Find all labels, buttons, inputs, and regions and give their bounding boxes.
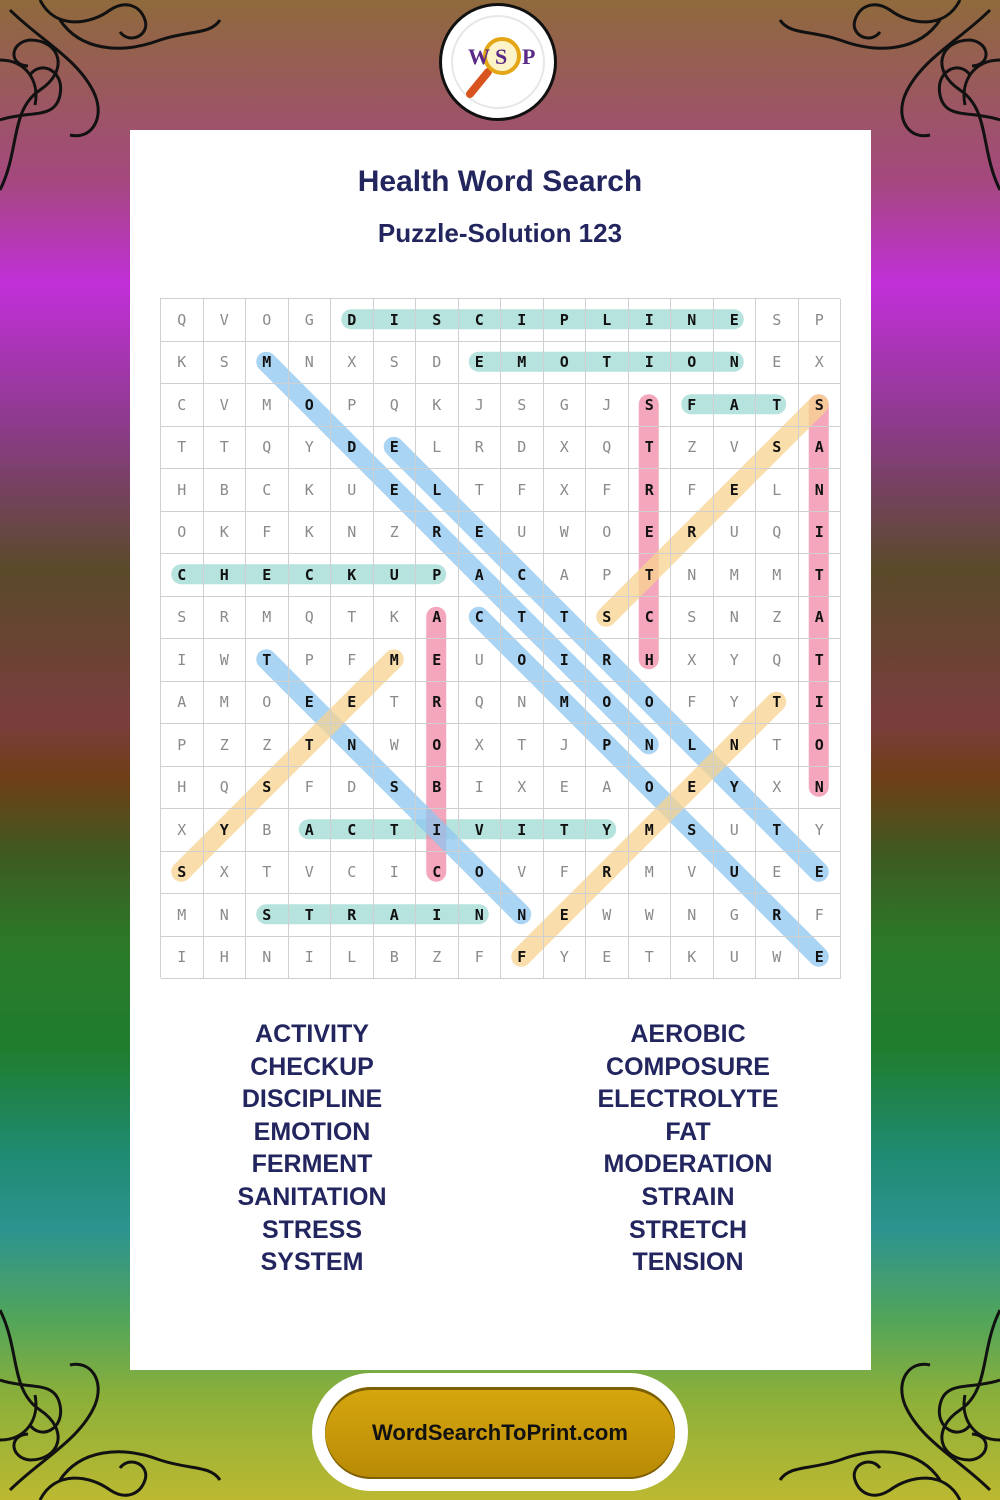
grid-cell[interactable]: K <box>204 512 247 555</box>
grid-cell[interactable]: O <box>459 852 502 895</box>
grid-cell[interactable]: F <box>586 469 629 512</box>
grid-cell[interactable]: P <box>416 554 459 597</box>
grid-cell[interactable]: X <box>799 342 842 385</box>
grid-cell[interactable]: N <box>629 724 672 767</box>
grid-cell[interactable]: T <box>289 724 332 767</box>
grid-cell[interactable]: X <box>331 342 374 385</box>
grid-cell[interactable]: C <box>331 852 374 895</box>
grid-cell[interactable]: X <box>756 767 799 810</box>
grid-cell[interactable]: T <box>246 639 289 682</box>
grid-cell[interactable]: Y <box>289 427 332 470</box>
grid-cell[interactable]: C <box>161 384 204 427</box>
grid-cell[interactable]: V <box>204 299 247 342</box>
grid-cell[interactable]: C <box>459 299 502 342</box>
grid-cell[interactable]: R <box>756 894 799 937</box>
grid-cell[interactable]: I <box>374 299 417 342</box>
grid-cell[interactable]: F <box>544 852 587 895</box>
grid-cell[interactable]: S <box>756 427 799 470</box>
grid-cell[interactable]: A <box>289 809 332 852</box>
grid-cell[interactable]: L <box>416 427 459 470</box>
grid-cell[interactable]: M <box>544 682 587 725</box>
grid-cell[interactable]: L <box>416 469 459 512</box>
grid-cell[interactable]: C <box>331 809 374 852</box>
grid-cell[interactable]: T <box>629 554 672 597</box>
word-list-item: STRETCH <box>628 1215 748 1244</box>
grid-cell[interactable]: J <box>459 384 502 427</box>
grid-cell[interactable]: N <box>331 512 374 555</box>
grid-cell[interactable]: T <box>756 384 799 427</box>
grid-cell[interactable]: I <box>416 894 459 937</box>
grid-cell[interactable]: S <box>416 299 459 342</box>
grid-cell[interactable]: N <box>501 894 544 937</box>
grid-cell[interactable]: B <box>204 469 247 512</box>
grid-cell[interactable]: M <box>629 852 672 895</box>
grid-cell[interactable]: M <box>204 682 247 725</box>
grid-cell[interactable]: T <box>629 937 672 980</box>
grid-cell[interactable]: I <box>161 639 204 682</box>
grid-cell[interactable]: Q <box>204 767 247 810</box>
grid-cell[interactable]: X <box>544 469 587 512</box>
grid-cell[interactable]: Q <box>756 512 799 555</box>
grid-cell[interactable]: O <box>586 682 629 725</box>
grid-cell[interactable]: V <box>714 427 757 470</box>
grid-cell[interactable]: R <box>416 512 459 555</box>
grid-cell[interactable]: A <box>544 554 587 597</box>
grid-cell[interactable]: T <box>586 342 629 385</box>
grid-cell[interactable]: U <box>331 469 374 512</box>
grid-cell[interactable]: O <box>586 512 629 555</box>
grid-cell[interactable]: N <box>246 937 289 980</box>
grid-cell[interactable]: I <box>501 809 544 852</box>
grid-cell[interactable]: T <box>544 809 587 852</box>
logo-letter-p: P <box>522 44 536 69</box>
grid-cell[interactable]: W <box>544 512 587 555</box>
grid-cell[interactable]: P <box>586 554 629 597</box>
grid-cell[interactable]: N <box>501 682 544 725</box>
grid-cell[interactable]: Z <box>416 937 459 980</box>
grid-cell[interactable]: S <box>629 384 672 427</box>
grid-cell[interactable]: F <box>289 767 332 810</box>
word-list-item: EMOTION <box>253 1117 371 1146</box>
grid-cell[interactable]: C <box>289 554 332 597</box>
grid-cell[interactable]: V <box>204 384 247 427</box>
grid-cell[interactable]: F <box>501 937 544 980</box>
grid-cell[interactable]: I <box>416 809 459 852</box>
grid-cell[interactable]: S <box>246 894 289 937</box>
grid-cell[interactable]: N <box>799 469 842 512</box>
grid-cell[interactable]: U <box>714 809 757 852</box>
grid-cell[interactable]: T <box>459 469 502 512</box>
grid-cell[interactable]: C <box>459 597 502 640</box>
grid-cell[interactable]: O <box>629 767 672 810</box>
grid-cell[interactable]: S <box>756 299 799 342</box>
word-list-item: COMPOSURE <box>606 1052 770 1081</box>
grid-cell[interactable]: N <box>714 597 757 640</box>
grid-cell[interactable]: O <box>161 512 204 555</box>
grid-cell[interactable]: Q <box>246 427 289 470</box>
word-list-item: SANITATION <box>237 1182 387 1211</box>
grid-cell[interactable]: O <box>289 384 332 427</box>
grid-cell[interactable]: G <box>714 894 757 937</box>
grid-cell[interactable]: M <box>246 597 289 640</box>
grid-cell[interactable]: X <box>204 852 247 895</box>
grid-cell[interactable]: E <box>331 682 374 725</box>
grid-cell[interactable]: R <box>204 597 247 640</box>
word-list-right <box>528 1018 848 1279</box>
letter-grid <box>160 298 840 978</box>
grid-cell[interactable]: T <box>756 724 799 767</box>
grid-cell[interactable]: G <box>544 384 587 427</box>
grid-cell[interactable]: F <box>799 894 842 937</box>
grid-cell[interactable]: A <box>374 894 417 937</box>
grid-cell[interactable]: M <box>374 639 417 682</box>
grid-cell[interactable]: E <box>289 682 332 725</box>
grid-cell[interactable]: N <box>671 894 714 937</box>
grid-cell[interactable]: S <box>161 852 204 895</box>
grid-cell[interactable]: M <box>246 342 289 385</box>
grid-cell[interactable]: T <box>204 427 247 470</box>
grid-cell[interactable]: P <box>331 384 374 427</box>
grid-cell[interactable]: E <box>374 427 417 470</box>
grid-cell[interactable]: S <box>501 384 544 427</box>
word-list-left <box>152 1018 472 1279</box>
word-list-item: AEROBIC <box>630 1020 746 1048</box>
grid-cell[interactable]: N <box>289 342 332 385</box>
grid-cell[interactable]: K <box>331 554 374 597</box>
grid-cell[interactable]: Q <box>586 427 629 470</box>
grid-cell[interactable]: T <box>799 639 842 682</box>
grid-cell[interactable]: Z <box>671 427 714 470</box>
grid-cell[interactable]: T <box>374 809 417 852</box>
grid-cell[interactable]: I <box>629 342 672 385</box>
grid-cell[interactable]: P <box>289 639 332 682</box>
word-list-item: MODERATION <box>603 1150 773 1179</box>
word-search-grid <box>160 298 840 978</box>
grid-cell[interactable]: N <box>714 342 757 385</box>
grid-cell[interactable]: Q <box>756 639 799 682</box>
grid-cell[interactable]: S <box>161 597 204 640</box>
grid-cell[interactable]: H <box>204 554 247 597</box>
grid-cell[interactable]: Y <box>204 809 247 852</box>
grid-cell[interactable]: W <box>629 894 672 937</box>
grid-cell[interactable]: A <box>161 682 204 725</box>
grid-cell[interactable]: Y <box>544 937 587 980</box>
grid-cell[interactable]: I <box>501 299 544 342</box>
grid-cell[interactable]: Y <box>799 809 842 852</box>
grid-cell[interactable]: F <box>246 512 289 555</box>
grid-cell[interactable]: F <box>501 469 544 512</box>
grid-cell[interactable]: K <box>289 469 332 512</box>
grid-cell[interactable]: S <box>586 597 629 640</box>
grid-cell[interactable]: Z <box>756 597 799 640</box>
grid-cell[interactable]: X <box>459 724 502 767</box>
grid-cell[interactable]: P <box>586 724 629 767</box>
grid-cell[interactable]: E <box>714 299 757 342</box>
grid-cell[interactable]: E <box>756 852 799 895</box>
grid-cell[interactable]: I <box>374 852 417 895</box>
grid-cell[interactable]: A <box>586 767 629 810</box>
grid-cell[interactable]: A <box>714 384 757 427</box>
wsp-logo[interactable] <box>439 3 557 121</box>
grid-cell[interactable]: J <box>544 724 587 767</box>
grid-cell[interactable]: E <box>544 894 587 937</box>
grid-cell[interactable]: D <box>331 299 374 342</box>
grid-cell[interactable]: P <box>544 299 587 342</box>
grid-cell[interactable]: E <box>246 554 289 597</box>
grid-cell[interactable]: F <box>671 384 714 427</box>
grid-cell[interactable]: T <box>289 894 332 937</box>
grid-cell[interactable]: O <box>501 639 544 682</box>
grid-cell[interactable]: C <box>501 554 544 597</box>
word-list-item: FERMENT <box>251 1150 373 1179</box>
grid-cell[interactable]: N <box>331 724 374 767</box>
grid-cell[interactable]: I <box>629 299 672 342</box>
grid-cell[interactable]: T <box>374 682 417 725</box>
magnifier-logo-icon <box>448 12 548 112</box>
grid-cell[interactable]: S <box>671 597 714 640</box>
grid-cell[interactable]: T <box>246 852 289 895</box>
grid-cell[interactable]: U <box>374 554 417 597</box>
grid-cell[interactable]: P <box>161 724 204 767</box>
word-list-item: DISCIPLINE <box>241 1085 383 1114</box>
grid-cell[interactable]: R <box>459 427 502 470</box>
grid-cell[interactable]: C <box>629 597 672 640</box>
grid-cell[interactable]: I <box>544 639 587 682</box>
grid-cell[interactable]: D <box>501 427 544 470</box>
grid-cell[interactable]: E <box>629 512 672 555</box>
grid-cell[interactable]: V <box>459 809 502 852</box>
grid-cell[interactable]: E <box>671 767 714 810</box>
page-subtitle: Puzzle-Solution 123 <box>377 218 623 248</box>
grid-cell[interactable]: E <box>459 512 502 555</box>
grid-cell[interactable]: L <box>756 469 799 512</box>
grid-cell[interactable]: D <box>416 342 459 385</box>
grid-cell[interactable]: K <box>374 597 417 640</box>
grid-cell[interactable]: Z <box>204 724 247 767</box>
word-list-item: ELECTROLYTE <box>597 1085 779 1114</box>
grid-cell[interactable]: C <box>161 554 204 597</box>
grid-cell[interactable]: Q <box>289 597 332 640</box>
grid-cell[interactable]: R <box>629 469 672 512</box>
grid-cell[interactable]: I <box>289 937 332 980</box>
grid-cell[interactable]: R <box>416 682 459 725</box>
grid-cell[interactable]: X <box>544 427 587 470</box>
grid-cell[interactable]: N <box>799 767 842 810</box>
word-list-item: STRESS <box>261 1215 363 1244</box>
grid-cell[interactable]: Q <box>459 682 502 725</box>
grid-cell[interactable]: S <box>671 809 714 852</box>
grid-cell[interactable]: U <box>714 512 757 555</box>
word-list-item: CHECKUP <box>250 1052 374 1081</box>
grid-cell[interactable]: T <box>544 597 587 640</box>
grid-cell[interactable]: R <box>331 894 374 937</box>
grid-cell[interactable]: T <box>756 809 799 852</box>
grid-cell[interactable]: E <box>459 342 502 385</box>
grid-cell[interactable]: H <box>161 767 204 810</box>
grid-cell[interactable]: F <box>671 469 714 512</box>
site-link-button[interactable]: WordSearchToPrint.com <box>325 1387 675 1479</box>
grid-cell[interactable]: M <box>501 342 544 385</box>
grid-cell[interactable]: Q <box>161 299 204 342</box>
grid-cell[interactable]: Q <box>374 384 417 427</box>
grid-cell[interactable]: V <box>501 852 544 895</box>
grid-cell[interactable]: R <box>671 512 714 555</box>
grid-cell[interactable]: M <box>246 384 289 427</box>
grid-cell[interactable]: E <box>374 469 417 512</box>
grid-cell[interactable]: I <box>799 682 842 725</box>
grid-cell[interactable]: F <box>459 937 502 980</box>
grid-cell[interactable]: U <box>714 852 757 895</box>
grid-cell[interactable]: A <box>799 427 842 470</box>
logo-letter-s: S <box>495 44 508 69</box>
grid-cell[interactable]: W <box>204 639 247 682</box>
grid-cell[interactable]: S <box>374 767 417 810</box>
grid-cell[interactable]: S <box>799 384 842 427</box>
word-list-item: STRAIN <box>641 1182 735 1211</box>
grid-cell[interactable]: Y <box>586 809 629 852</box>
grid-cell[interactable]: K <box>671 937 714 980</box>
grid-cell[interactable]: H <box>161 469 204 512</box>
grid-cell[interactable]: X <box>671 639 714 682</box>
word-list-item: TENSION <box>632 1248 744 1277</box>
grid-cell[interactable]: R <box>586 852 629 895</box>
word-list-item: SYSTEM <box>260 1248 364 1277</box>
grid-cell[interactable]: F <box>671 682 714 725</box>
grid-cell[interactable]: B <box>246 809 289 852</box>
grid-cell[interactable]: A <box>799 597 842 640</box>
grid-cell[interactable]: O <box>629 682 672 725</box>
grid-cell[interactable]: H <box>629 639 672 682</box>
grid-cell[interactable]: S <box>246 767 289 810</box>
page-title: Health Word Search <box>357 165 643 198</box>
grid-cell[interactable]: I <box>799 512 842 555</box>
grid-cell[interactable]: U <box>459 639 502 682</box>
grid-cell[interactable]: N <box>714 724 757 767</box>
grid-cell[interactable]: O <box>671 342 714 385</box>
grid-cell[interactable]: T <box>161 427 204 470</box>
grid-cell[interactable]: P <box>799 299 842 342</box>
grid-cell[interactable]: E <box>799 852 842 895</box>
logo-letter-w: W <box>468 44 490 69</box>
grid-cell[interactable]: M <box>161 894 204 937</box>
grid-cell[interactable]: Y <box>714 682 757 725</box>
grid-cell[interactable]: V <box>671 852 714 895</box>
grid-cell[interactable]: W <box>586 894 629 937</box>
grid-cell[interactable]: K <box>289 512 332 555</box>
grid-cell[interactable]: M <box>714 554 757 597</box>
grid-cell[interactable]: M <box>629 809 672 852</box>
grid-cell[interactable]: O <box>246 682 289 725</box>
grid-cell[interactable]: O <box>246 299 289 342</box>
grid-cell[interactable]: O <box>544 342 587 385</box>
grid-cell[interactable]: L <box>671 724 714 767</box>
grid-cell[interactable]: E <box>544 767 587 810</box>
grid-cell[interactable]: Y <box>714 767 757 810</box>
grid-cell[interactable]: D <box>331 767 374 810</box>
grid-cell[interactable]: Z <box>374 512 417 555</box>
grid-cell[interactable]: J <box>586 384 629 427</box>
grid-cell[interactable]: S <box>204 342 247 385</box>
grid-cell[interactable]: L <box>586 299 629 342</box>
grid-cell[interactable]: Y <box>714 639 757 682</box>
grid-cell[interactable]: A <box>416 597 459 640</box>
grid-cell[interactable]: N <box>671 299 714 342</box>
grid-cell[interactable]: I <box>459 767 502 810</box>
grid-cell[interactable]: V <box>289 852 332 895</box>
grid-cell[interactable]: W <box>374 724 417 767</box>
grid-cell[interactable]: E <box>756 342 799 385</box>
word-list-item: FAT <box>665 1117 711 1146</box>
grid-cell[interactable]: T <box>501 724 544 767</box>
grid-cell[interactable]: T <box>331 597 374 640</box>
grid-cell[interactable]: T <box>756 682 799 725</box>
grid-cell[interactable]: L <box>331 937 374 980</box>
word-list-item: ACTIVITY <box>255 1020 369 1048</box>
grid-cell[interactable]: N <box>671 554 714 597</box>
grid-cell[interactable]: D <box>331 427 374 470</box>
grid-cell[interactable]: M <box>756 554 799 597</box>
grid-cell[interactable]: T <box>799 554 842 597</box>
grid-cell[interactable]: W <box>756 937 799 980</box>
grid-cell[interactable]: E <box>586 937 629 980</box>
grid-cell[interactable]: X <box>501 767 544 810</box>
grid-cell[interactable]: S <box>374 342 417 385</box>
grid-cell[interactable]: U <box>714 937 757 980</box>
grid-cell[interactable]: K <box>416 384 459 427</box>
grid-cell[interactable]: F <box>331 639 374 682</box>
grid-cell[interactable]: O <box>799 724 842 767</box>
grid-cell[interactable]: B <box>374 937 417 980</box>
grid-cell[interactable]: Z <box>246 724 289 767</box>
grid-cell[interactable]: R <box>586 639 629 682</box>
grid-cell[interactable]: E <box>416 639 459 682</box>
grid-cell[interactable]: N <box>459 894 502 937</box>
grid-cell[interactable]: E <box>799 937 842 980</box>
grid-cell[interactable]: U <box>501 512 544 555</box>
grid-cell[interactable]: T <box>501 597 544 640</box>
grid-cell[interactable]: T <box>629 427 672 470</box>
grid-cell[interactable]: B <box>416 767 459 810</box>
grid-cell[interactable]: C <box>246 469 289 512</box>
grid-cell[interactable]: H <box>204 937 247 980</box>
grid-cell[interactable]: X <box>161 809 204 852</box>
grid-cell[interactable]: I <box>161 937 204 980</box>
grid-cell[interactable]: G <box>289 299 332 342</box>
grid-cell[interactable]: A <box>459 554 502 597</box>
grid-cell[interactable]: E <box>714 469 757 512</box>
grid-cell[interactable]: O <box>416 724 459 767</box>
grid-cell[interactable]: C <box>416 852 459 895</box>
grid-cell[interactable]: K <box>161 342 204 385</box>
grid-cell[interactable]: N <box>204 894 247 937</box>
